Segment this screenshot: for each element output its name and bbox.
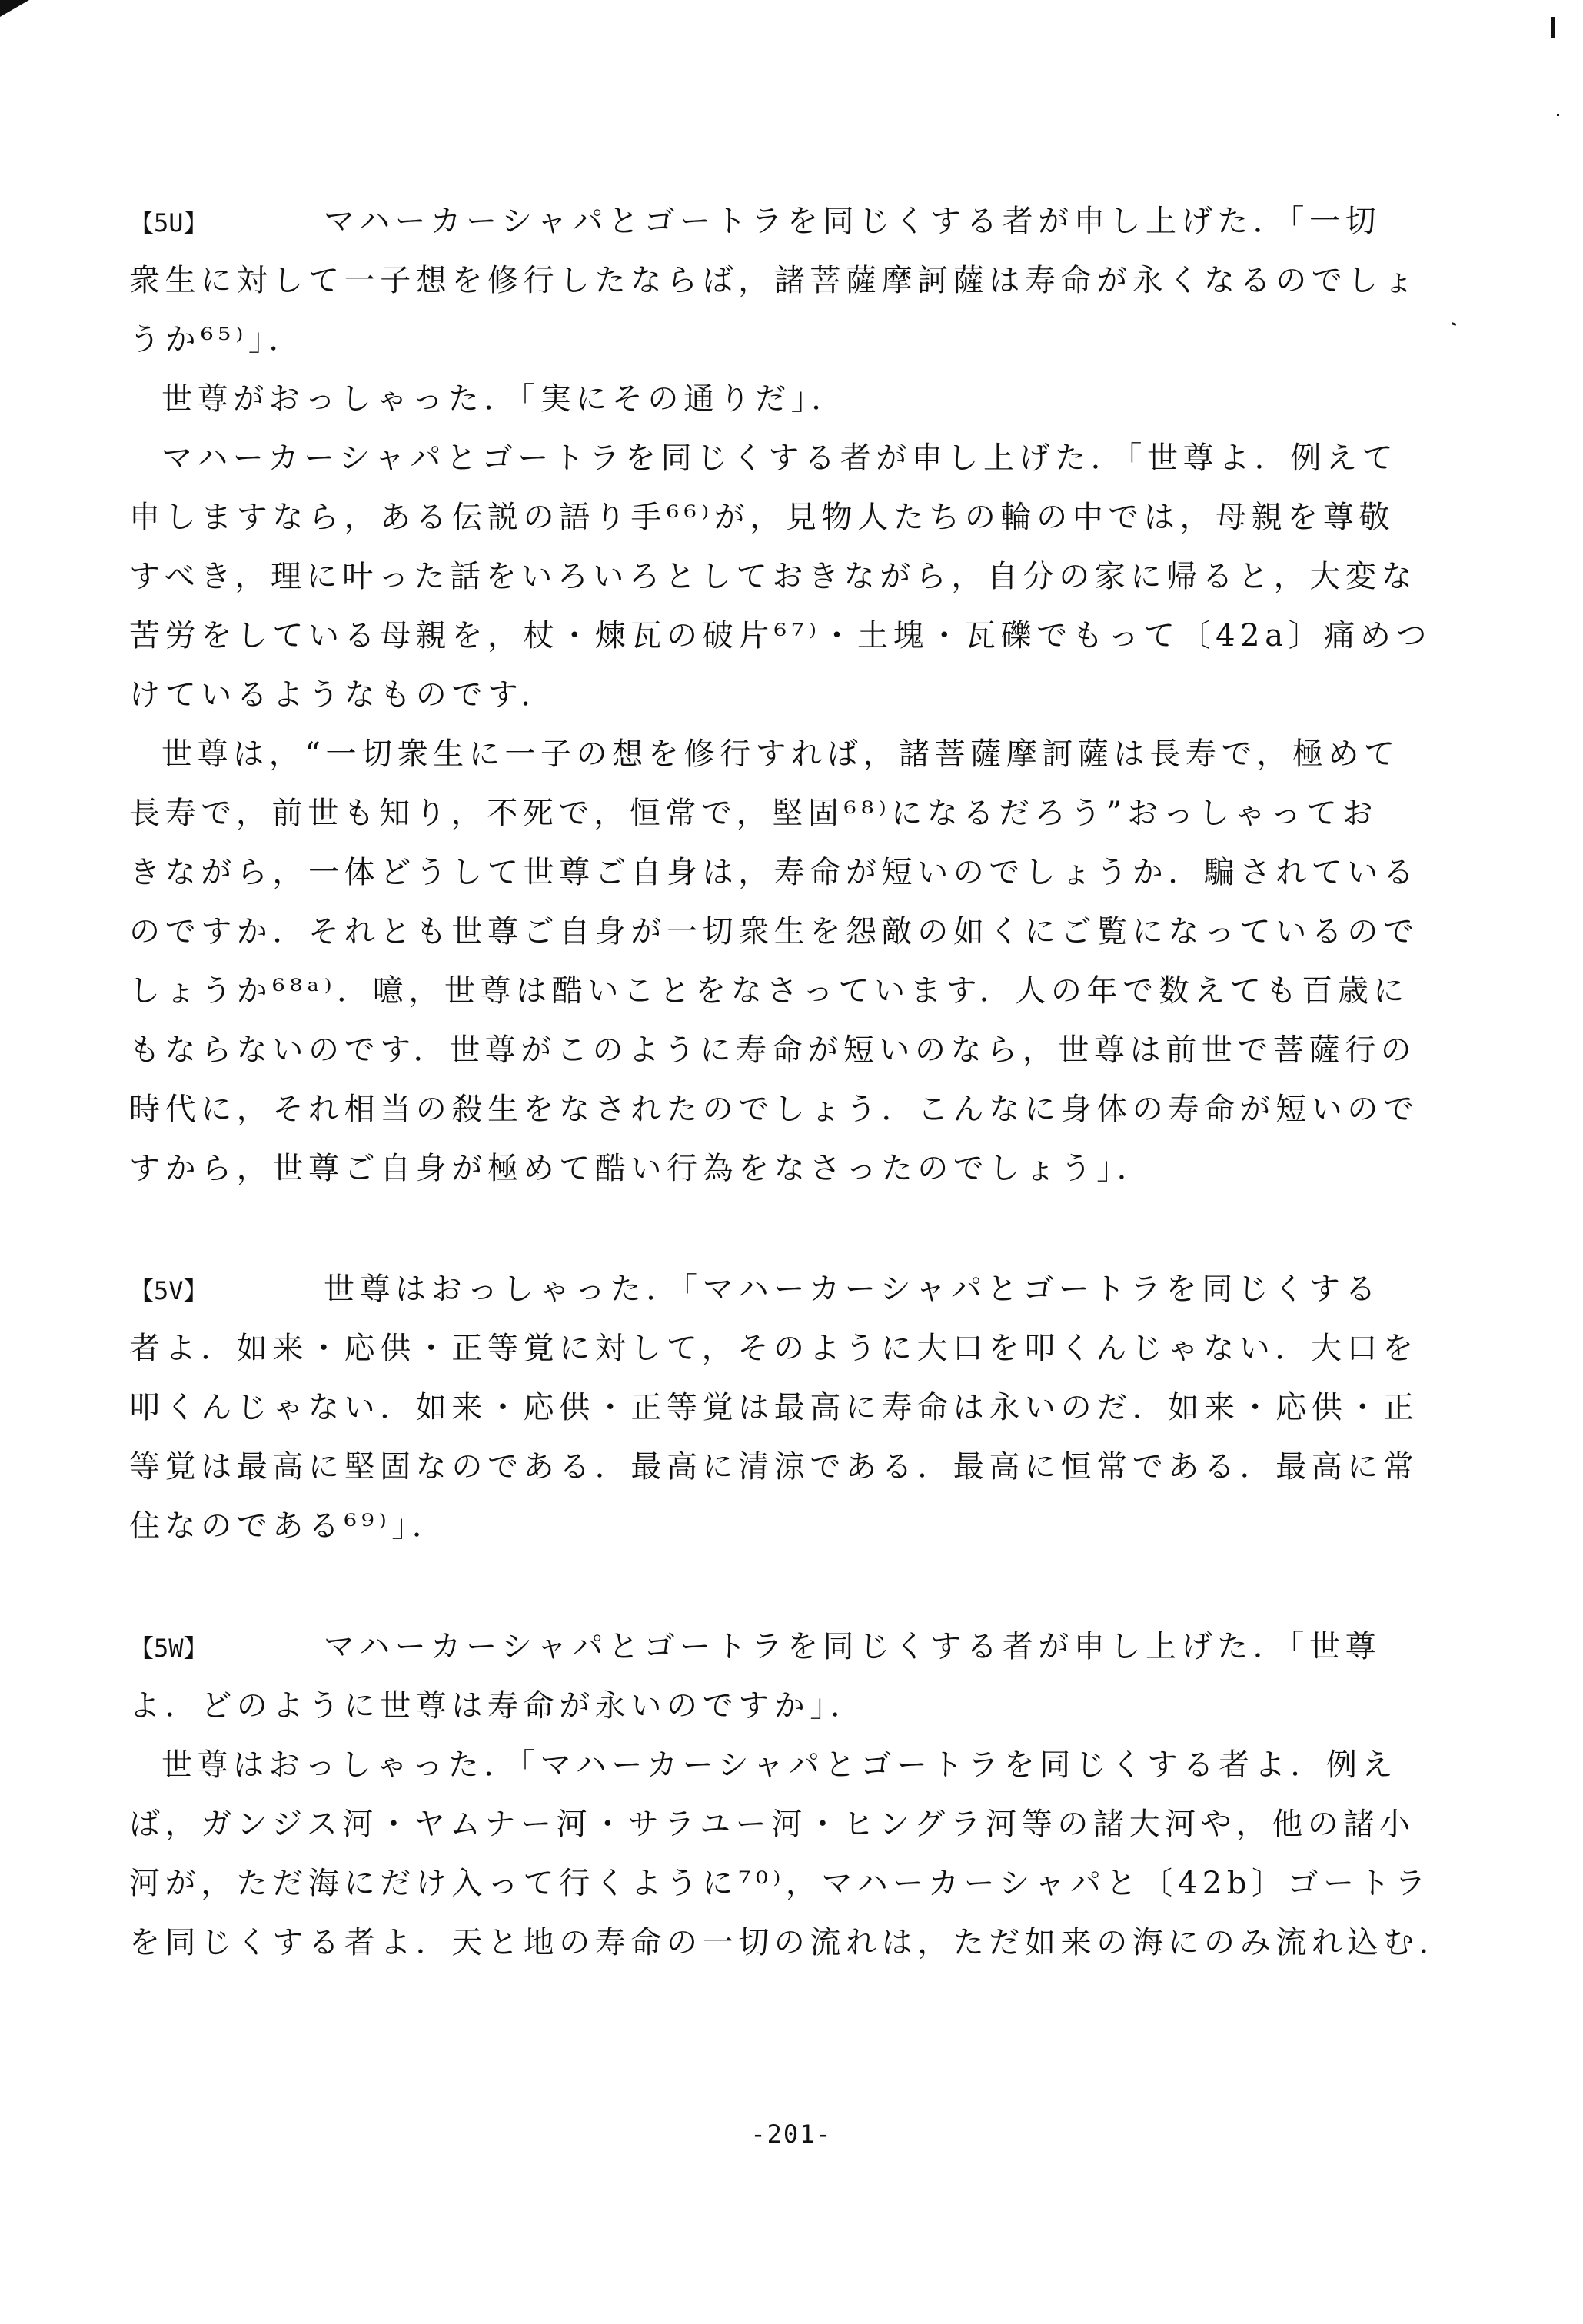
section-5u-line-8: 苦労をしている母親を，杖・煉瓦の破片⁶⁷⁾・土塊・瓦礫でもって〔42a〕痛めつ — [129, 618, 1432, 653]
section-5w-line-6: を同じくする者よ．天と地の寿命の一切の流れは，ただ如来の海にのみ流れ込む． — [129, 1925, 1455, 1960]
section-5w-line-2: よ．どのように世尊は寿命が永いのですか」． — [129, 1688, 866, 1724]
section-5u-line-11: 長寿で，前世も知り，不死で，恒常で，堅固⁶⁸⁾になるだろう”おっしゃってお — [129, 796, 1378, 831]
scan-speck — [1452, 322, 1457, 326]
section-5u-line-7: すべき，理に叶った話をいろいろとしておきながら，自分の家に帰ると，大変な — [129, 559, 1418, 594]
scan-corner-mark — [0, 0, 29, 17]
section-5u-line-12: きながら，一体どうして世尊ご自身は，寿命が短いのでしょうか．騙されている — [129, 855, 1419, 890]
section-5w-line-3: 世尊はおっしゃった．「マハーカーシャパとゴートラを同じくする者よ．例え — [161, 1747, 1398, 1783]
section-5u-line-1: 【5U】 マハーカーシャパとゴートラを同じくする者が申し上げた．「一切 — [129, 192, 1313, 251]
section-5u-line-14: しょうか⁶⁸ᵃ⁾．噫，世尊は酷いことをなさっています．人の年で数えても百歳に — [129, 973, 1409, 1009]
section-5u-label: 【5U】 — [129, 208, 208, 238]
section-5w-line-5: 河が，ただ海にだけ入って行くように⁷⁰⁾，マハーカーシャパと〔42b〕ゴートラ — [129, 1866, 1431, 1901]
section-5v-label: 【5V】 — [129, 1276, 208, 1305]
section-5u-line-13: のですか．それとも世尊ご自身が一切衆生を怨敵の如くにご覧になっているので — [129, 914, 1419, 949]
section-5u-line-10: 世尊は，“一切衆生に一子の想を修行すれば，諸菩薩摩訶薩は長寿で，極めて — [161, 736, 1400, 772]
page-number: -201- — [750, 2120, 833, 2149]
section-5u-line-6: 申しますなら，ある伝説の語り手⁶⁶⁾が，見物人たちの輪の中では，母親を尊敬 — [129, 500, 1395, 535]
section-5v-line-4: 等覚は最高に堅固なのである．最高に清涼である．最高に恒常である．最高に常 — [129, 1449, 1419, 1485]
section-5v-line-3: 叩くんじゃない．如来・応供・正等覚は最高に寿命は永いのだ．如来・応供・正 — [129, 1390, 1419, 1425]
section-gap — [129, 1199, 1313, 1260]
section-gap — [129, 1556, 1313, 1617]
section-5w-label: 【5W】 — [129, 1634, 208, 1663]
section-5w-line-4: ば，ガンジス河・ヤムナー河・サラユー河・ヒングラ河等の諸大河や，他の諸小 — [129, 1807, 1415, 1842]
section-5u-line-15: もならないのです．世尊がこのように寿命が短いのなら，世尊は前世で菩薩行の — [129, 1032, 1417, 1068]
section-5u-line-17: すから，世尊ご自身が極めて酷い行為をなさったのでしょう」． — [129, 1151, 1153, 1186]
section-5v-line-2: 者よ．如来・応供・正等覚に対して，そのように大口を叩くんじゃない．大口を — [129, 1331, 1418, 1366]
section-5v-line-5: 住なのである⁶⁹⁾」． — [129, 1508, 448, 1544]
section-5w-line-1: 【5W】 マハーカーシャパとゴートラを同じくする者が申し上げた．「世尊 — [129, 1617, 1313, 1677]
page-body — [129, 192, 1455, 1973]
section-5u-line-3: うか⁶⁵⁾」． — [129, 322, 305, 357]
section-5u-line-5: マハーカーシャパとゴートラを同じくする者が申し上げた．「世尊よ．例えて — [161, 441, 1398, 476]
section-5v-line-1: 【5V】 世尊はおっしゃった．「マハーカーシャパとゴートラを同じくする — [129, 1260, 1313, 1319]
section-5u-line-9: けているようなものです． — [129, 677, 557, 713]
scan-speck — [1557, 114, 1559, 116]
scan-edge-tick — [1551, 17, 1555, 38]
section-5u-line-4: 世尊がおっしゃった．「実にその通りだ」． — [161, 381, 847, 417]
section-5u-line-2: 衆生に対して一子想を修行したならば，諸菩薩摩訶薩は寿命が永くなるのでしょ — [129, 263, 1419, 298]
section-5u-line-16: 時代に，それ相当の殺生をなされたのでしょう．こんなに身体の寿命が短いので — [129, 1092, 1419, 1127]
